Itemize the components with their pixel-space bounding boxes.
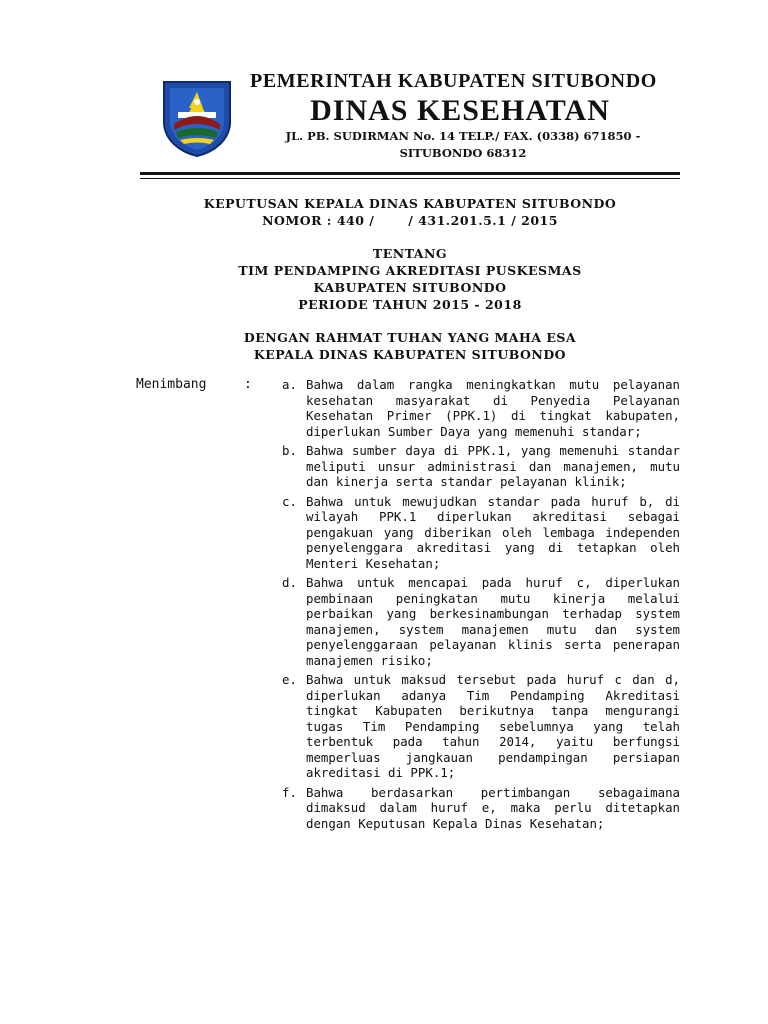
item-text: Bahwa untuk mewujudkan standar pada huruf b, di wilayah PPK.1 diperlukan akreditasi sebagai pengakuan yang diberikan oleh lembaga independen penyelenggara akreditasi yang di tetapkan oleh Menteri Kesehatan; — [306, 493, 680, 571]
item-text: Bahwa untuk mencapai pada huruf c, diperlukan pembinaan peningkatan mutu kinerja melalui perbaikan yang berkesinambungan terhadap system manajemen, system manajemen mutu dan system penyelenggaraan pelayanan klinis serta penerapan manajemen risiko; — [306, 575, 680, 668]
considering-items — [282, 377, 680, 835]
item-letter: d. — [282, 575, 297, 590]
item-letter: b. — [282, 443, 297, 458]
item-text: Bahwa sumber daya di PPK.1, yang memenuhi standar meliputi unsur administrasi dan manajemen, mutu dan kinerja serta standar pelayanan klinik; — [306, 443, 680, 489]
letterhead-government: PEMERINTAH KABUPATEN SITUBONDO — [250, 70, 657, 92]
item-letter: a. — [282, 377, 297, 392]
letterhead-rule-thick — [140, 172, 680, 175]
list-item — [282, 443, 680, 490]
letterhead-department: DINAS KESEHATAN — [310, 94, 610, 127]
list-item — [282, 494, 680, 572]
item-letter: f. — [282, 784, 297, 800]
subject-about: TENTANG — [372, 246, 448, 261]
letterhead-address — [268, 128, 658, 162]
considering-colon: : — [244, 377, 252, 392]
list-item — [282, 672, 680, 781]
considering-label: Menimbang — [136, 377, 207, 392]
preamble-line-1: DENGAN RAHMAT TUHAN YANG MAHA ESA — [243, 330, 577, 345]
list-item — [282, 377, 680, 439]
letterhead-rule-thin — [140, 178, 680, 179]
subject-line-2: KABUPATEN SITUBONDO — [313, 280, 507, 295]
subject-line-1: TIM PENDAMPING AKREDITASI PUSKESMAS — [238, 263, 582, 278]
decree-title: KEPUTUSAN KEPALA DINAS KABUPATEN SITUBONDO — [203, 196, 617, 211]
item-text: Bahwa dalam rangka meningkatkan mutu pelayanan kesehatan masyarakat di Penyedia Pelayanan Kesehatan Primer (PPK.1) di tingkat kabupaten, diperlukan Sumber Daya yang memenuhi standar; — [306, 377, 680, 439]
list-item — [282, 785, 680, 832]
item-letter: e. — [282, 672, 297, 687]
regency-emblem-logo — [158, 78, 236, 158]
decree-title-block — [140, 195, 680, 229]
list-item — [282, 575, 680, 668]
item-text: Bahwa untuk maksud tersebut pada huruf c dan d, diperlukan adanya Tim Pendamping Akreditasi tingkat Kabupaten berikutnya tanpa mengurangi tugas Tim Pendamping sebelumnya yang telah terbentuk pada tahun 2014, yaitu berfungsi memperluas jangkauan pendampingan persiapan akreditasi di PPK.1; — [306, 672, 680, 780]
preamble-line-2: KEPALA DINAS KABUPATEN SITUBONDO — [253, 347, 567, 362]
decree-subject-block — [140, 245, 680, 313]
address-line-2: SITUBONDO 68312 — [399, 146, 527, 160]
preamble-block — [140, 329, 680, 363]
subject-line-3: PERIODE TAHUN 2015 - 2018 — [298, 297, 522, 312]
item-letter: c. — [282, 493, 297, 509]
address-line-1: JL. PB. SUDIRMAN No. 14 TELP./ FAX. (0338) 671850 - — [285, 129, 641, 143]
decree-number: NOMOR : 440 / / 431.201.5.1 / 2015 — [262, 213, 558, 228]
item-text: Bahwa berdasarkan pertimbangan sebagaimana dimaksud dalam huruf e, maka perlu ditetapkan dengan Keputusan Kepala Dinas Kesehatan; — [306, 784, 680, 831]
